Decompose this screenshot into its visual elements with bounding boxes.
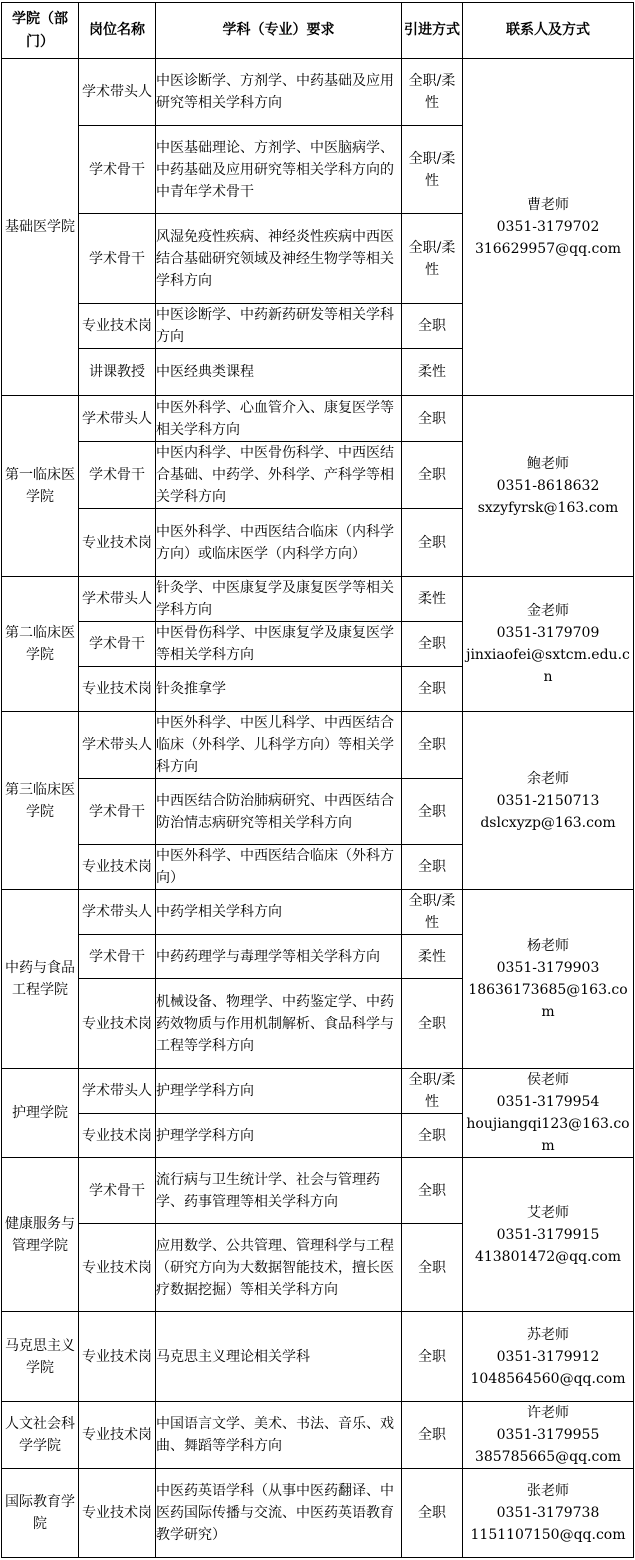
contact-phone: 0351-3179738 xyxy=(496,1505,600,1521)
contact-name: 侯老师 xyxy=(527,1072,569,1088)
mode-cell: 柔性 xyxy=(402,935,463,979)
mode-cell: 柔性 xyxy=(402,349,463,396)
mode-cell: 全职/柔性 xyxy=(402,890,463,935)
subject-cell: 中医外科学、中西医结合临床（内科学方向）或临床医学（内科学方向） xyxy=(156,509,402,577)
post-cell: 专业技术岗 xyxy=(79,1402,156,1469)
contact-cell xyxy=(463,1069,634,1158)
subject-cell: 中西医结合防治肺病研究、中西医结合防治情志病研究等相关学科方向 xyxy=(156,779,402,845)
contact-cell xyxy=(463,396,634,577)
dept-cell: 基础医学院 xyxy=(2,59,79,396)
table-row xyxy=(2,1312,634,1402)
table-row xyxy=(2,59,634,126)
contact-email: 413801472@qq.com xyxy=(474,1248,622,1265)
contact-email: houjiangqi123@163.com xyxy=(466,1116,630,1154)
post-cell: 专业技术岗 xyxy=(79,509,156,577)
table-row xyxy=(2,1158,634,1224)
contact-name: 杨老师 xyxy=(527,938,569,954)
subject-cell: 中医内科学、中医骨伤科学、中西医结合基础、中药学、外科学、产科学等相关学科方向 xyxy=(156,442,402,509)
post-cell: 学术骨干 xyxy=(79,1158,156,1224)
mode-cell: 全职/柔性 xyxy=(402,1069,463,1114)
mode-cell: 全职 xyxy=(402,1114,463,1158)
contact-cell xyxy=(463,1312,634,1402)
contact-email: jinxiaofei@sxtcm.edu.cn xyxy=(466,647,630,685)
subject-cell: 针灸学、中医康复学及康复医学等相关学科方向 xyxy=(156,577,402,622)
post-cell: 学术骨干 xyxy=(79,779,156,845)
subject-cell: 机械设备、物理学、中药鉴定学、中药药效物质与作用机制解析、食品科学与工程等学科方向 xyxy=(156,979,402,1069)
header-mode: 引进方式 xyxy=(402,3,463,59)
subject-cell: 中医经典类课程 xyxy=(156,349,402,396)
subject-cell: 中医药英语学科（从事中医药翻译、中医药国际传播与交流、中医药英语教育教学研究） xyxy=(156,1469,402,1558)
contact-email: 1048564560@qq.com xyxy=(470,1370,626,1387)
contact-name: 鲍老师 xyxy=(527,456,569,472)
contact-email: 385785665@qq.com xyxy=(474,1449,622,1465)
subject-cell: 中药学相关学科方向 xyxy=(156,890,402,935)
post-cell: 学术带头人 xyxy=(79,712,156,779)
contact-name: 许老师 xyxy=(527,1405,569,1421)
contact-cell xyxy=(463,712,634,890)
subject-cell: 风湿免疫性疾病、神经炎性疾病中西医结合基础研究领域及神经生物学等相关学科方向 xyxy=(156,214,402,304)
dept-cell: 国际教育学院 xyxy=(2,1469,79,1558)
mode-cell: 全职 xyxy=(402,845,463,890)
table-row xyxy=(2,396,634,442)
table-header-row xyxy=(2,3,634,59)
contact-phone: 0351-3179955 xyxy=(496,1427,600,1443)
table-row xyxy=(2,712,634,779)
mode-cell: 全职 xyxy=(402,1469,463,1558)
mode-cell: 全职 xyxy=(402,1224,463,1312)
mode-cell: 全职 xyxy=(402,442,463,509)
recruitment-table xyxy=(1,2,634,1558)
mode-cell: 全职 xyxy=(402,509,463,577)
contact-email: dslcxyzp@163.com xyxy=(480,814,616,831)
post-cell: 学术骨干 xyxy=(79,622,156,667)
subject-cell: 护理学学科方向 xyxy=(156,1069,402,1114)
mode-cell: 全职 xyxy=(402,979,463,1069)
dept-cell: 护理学院 xyxy=(2,1069,79,1158)
subject-cell: 中医骨伤科学、中医康复学及康复医学等相关学科方向 xyxy=(156,622,402,667)
table-row xyxy=(2,890,634,935)
contact-phone: 0351-3179702 xyxy=(496,219,600,235)
contact-cell xyxy=(463,1469,634,1558)
mode-cell: 柔性 xyxy=(402,577,463,622)
contact-phone: 0351-8618632 xyxy=(496,478,600,494)
contact-name: 金老师 xyxy=(527,603,569,619)
contact-email: 1151107150@qq.com xyxy=(470,1527,626,1543)
table-row xyxy=(2,577,634,622)
mode-cell: 全职 xyxy=(402,622,463,667)
mode-cell: 全职 xyxy=(402,1402,463,1469)
contact-email: 316629957@qq.com xyxy=(474,241,622,257)
dept-cell: 第二临床医学院 xyxy=(2,577,79,712)
subject-cell: 中医外科学、中医儿科学、中西医结合临床（外科学、儿科学方向）等相关学科方向 xyxy=(156,712,402,779)
dept-cell: 第一临床医学院 xyxy=(2,396,79,577)
subject-cell: 针灸推拿学 xyxy=(156,667,402,712)
contact-name: 余老师 xyxy=(527,770,569,787)
subject-cell: 中医外科学、中西医结合临床（外科方向） xyxy=(156,845,402,890)
subject-cell: 中药药理学与毒理学等相关学科方向 xyxy=(156,935,402,979)
contact-phone: 0351-3179709 xyxy=(496,625,600,641)
subject-cell: 应用数学、公共管理、管理科学与工程（研究方向为大数据智能技术，擅长医疗数据挖掘）等相关学科方向 xyxy=(156,1224,402,1312)
post-cell: 学术骨干 xyxy=(79,442,156,509)
subject-cell: 流行病与卫生统计学、社会与管理药学、药事管理等相关学科方向 xyxy=(156,1158,402,1224)
post-cell: 专业技术岗 xyxy=(79,304,156,349)
dept-cell: 马克思主义学院 xyxy=(2,1312,79,1402)
mode-cell: 全职 xyxy=(402,304,463,349)
mode-cell: 全职/柔性 xyxy=(402,214,463,304)
contact-cell xyxy=(463,1158,634,1312)
table-row xyxy=(2,1469,634,1558)
dept-cell: 健康服务与管理学院 xyxy=(2,1158,79,1312)
post-cell: 学术带头人 xyxy=(79,890,156,935)
post-cell: 学术带头人 xyxy=(79,1069,156,1114)
subject-cell: 中医诊断学、中药新药研发等相关学科方向 xyxy=(156,304,402,349)
contact-phone: 0351-3179954 xyxy=(496,1094,600,1110)
post-cell: 专业技术岗 xyxy=(79,845,156,890)
contact-cell xyxy=(463,890,634,1069)
post-cell: 专业技术岗 xyxy=(79,979,156,1069)
post-cell: 讲课教授 xyxy=(79,349,156,396)
post-cell: 专业技术岗 xyxy=(79,1114,156,1158)
header-post: 岗位名称 xyxy=(79,3,156,59)
contact-email: sxzyfyrsk@163.com xyxy=(477,500,619,516)
contact-cell xyxy=(463,577,634,712)
contact-name: 艾老师 xyxy=(527,1204,569,1221)
contact-phone: 0351-3179903 xyxy=(496,960,600,976)
mode-cell: 全职 xyxy=(402,712,463,779)
mode-cell: 全职/柔性 xyxy=(402,59,463,126)
post-cell: 学术带头人 xyxy=(79,59,156,126)
subject-cell: 马克思主义理论相关学科 xyxy=(156,1312,402,1402)
contact-name: 曹老师 xyxy=(527,197,569,213)
post-cell: 专业技术岗 xyxy=(79,1224,156,1312)
mode-cell: 全职 xyxy=(402,779,463,845)
header-dept: 学院（部门） xyxy=(2,3,79,59)
subject-cell: 中医基础理论、方剂学、中医脑病学、中药基础及应用研究等相关学科方向的中青年学术骨干 xyxy=(156,126,402,214)
mode-cell: 全职/柔性 xyxy=(402,126,463,214)
dept-cell: 中药与食品工程学院 xyxy=(2,890,79,1069)
contact-name: 张老师 xyxy=(527,1483,569,1499)
table-row xyxy=(2,1402,634,1469)
mode-cell: 全职 xyxy=(402,1312,463,1402)
header-subject: 学科（专业）要求 xyxy=(156,3,402,59)
post-cell: 学术带头人 xyxy=(79,396,156,442)
contact-name: 苏老师 xyxy=(527,1326,569,1343)
table-body xyxy=(2,59,634,1558)
contact-phone: 0351-3179915 xyxy=(496,1226,600,1243)
subject-cell: 中国语言文学、美术、书法、音乐、戏曲、舞蹈等学科方向 xyxy=(156,1402,402,1469)
header-contact: 联系人及方式 xyxy=(463,3,634,59)
contact-phone: 0351-2150713 xyxy=(496,792,600,809)
contact-phone: 0351-3179912 xyxy=(496,1348,600,1365)
contact-email: 18636173685@163.com xyxy=(468,982,628,1020)
mode-cell: 全职 xyxy=(402,396,463,442)
post-cell: 专业技术岗 xyxy=(79,1469,156,1558)
contact-cell xyxy=(463,59,634,396)
post-cell: 专业技术岗 xyxy=(79,667,156,712)
table-row xyxy=(2,1069,634,1114)
post-cell: 学术骨干 xyxy=(79,935,156,979)
mode-cell: 全职 xyxy=(402,1158,463,1224)
dept-cell: 第三临床医学院 xyxy=(2,712,79,890)
dept-cell: 人文社会科学学院 xyxy=(2,1402,79,1469)
post-cell: 学术骨干 xyxy=(79,214,156,304)
subject-cell: 护理学学科方向 xyxy=(156,1114,402,1158)
contact-cell xyxy=(463,1402,634,1469)
post-cell: 学术骨干 xyxy=(79,126,156,214)
post-cell: 学术带头人 xyxy=(79,577,156,622)
subject-cell: 中医外科学、心血管介入、康复医学等相关学科方向 xyxy=(156,396,402,442)
post-cell: 专业技术岗 xyxy=(79,1312,156,1402)
subject-cell: 中医诊断学、方剂学、中药基础及应用研究等相关学科方向 xyxy=(156,59,402,126)
mode-cell: 全职 xyxy=(402,667,463,712)
